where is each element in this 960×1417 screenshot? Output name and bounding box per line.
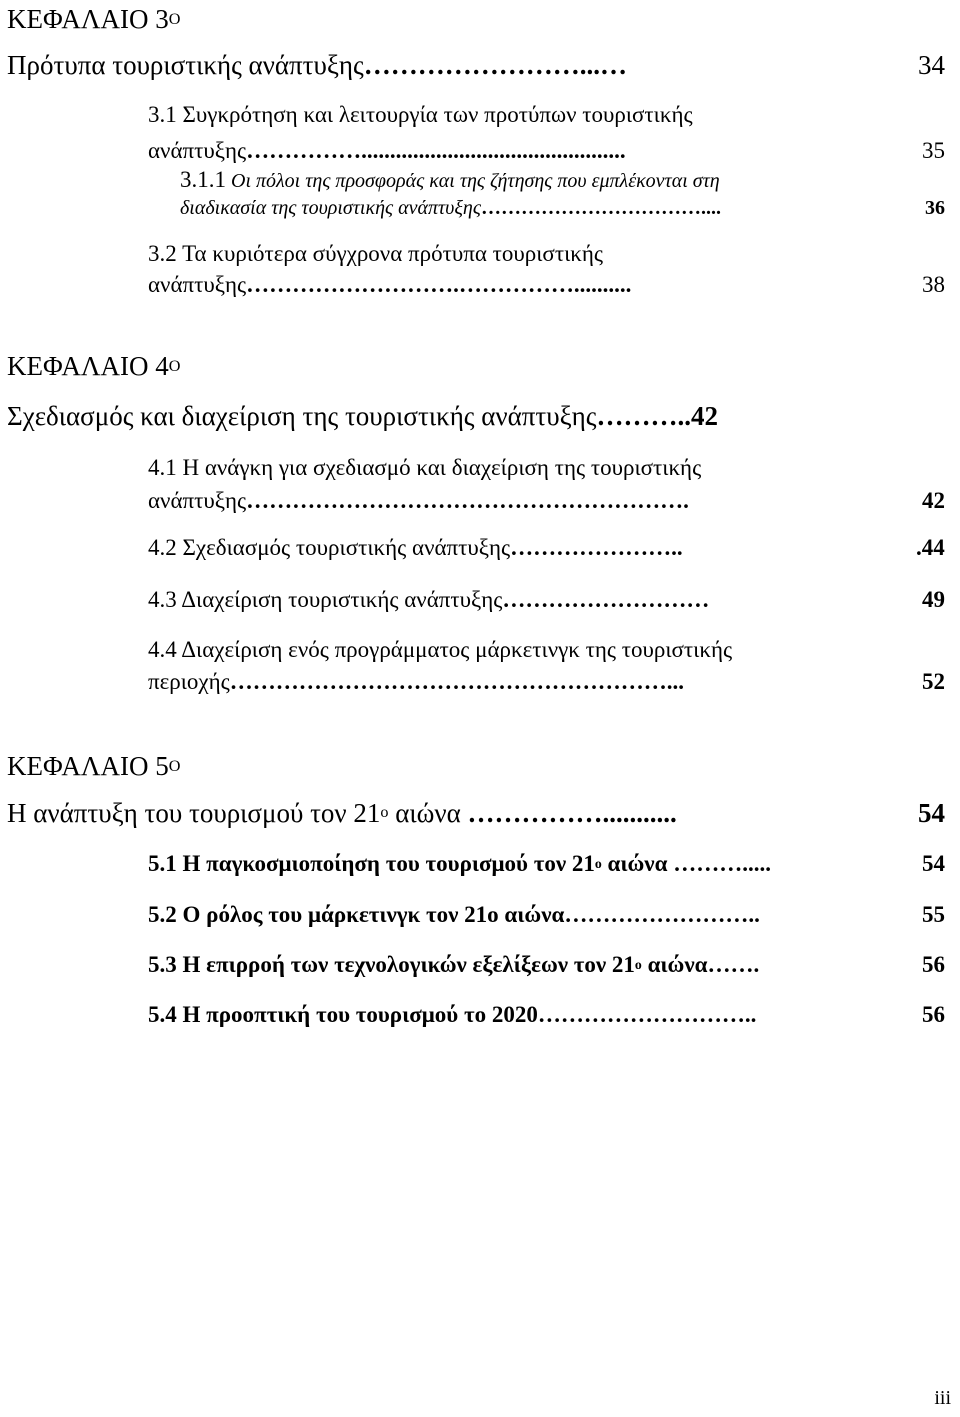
- page-number: 56: [922, 1002, 945, 1027]
- dot-leader: ……………………………....: [480, 197, 721, 219]
- entry-title: Σχεδιασμός και διαχείριση της τουριστικής ανάπτυξης: [7, 401, 597, 431]
- page-number: 34: [918, 50, 945, 80]
- page-number: 49: [922, 587, 945, 612]
- section-3-2-entry[interactable]: [148, 242, 603, 265]
- dot-leader: ……………...........: [460, 798, 677, 828]
- section-4-1-entry[interactable]: [148, 456, 701, 479]
- page-number: 52: [922, 669, 945, 694]
- entry-title: περιοχής: [148, 669, 230, 694]
- chapter-5-title-entry[interactable]: Η ανάπτυξη του τουρισμού τον $21^o$ αιώνα ……………........... 54: [7, 798, 945, 828]
- page-number: 36: [925, 197, 945, 219]
- page-number: 38: [922, 272, 945, 297]
- dot-leader: ………………………: [502, 587, 710, 612]
- section-5-3-entry[interactable]: 5.3 Η επιρροή των τεχνολογικών εξελίξεων τον $21^o$ αιώνα……. 56: [148, 952, 945, 977]
- dot-leader: ……………..............................................: [246, 138, 626, 163]
- section-5-2-entry[interactable]: [148, 902, 945, 927]
- section-5-1-entry[interactable]: 5.1 Η παγκοσμιοποίηση του τουρισμού τον $21^o$ αιώνα ………..... 54: [148, 851, 945, 876]
- section-4-4-entry-cont[interactable]: [148, 669, 945, 694]
- dot-leader: ………………………………………………….: [246, 488, 689, 513]
- page-number: 55: [922, 902, 945, 927]
- entry-title: 4.3 Διαχείριση τουριστικής ανάπτυξης: [148, 587, 503, 612]
- entry-title: Η ανάπτυξη του τουρισμού τον 21: [7, 798, 381, 828]
- chapter-3-heading: ΚΕΦΑΛΑΙΟ $3^O$: [7, 4, 181, 34]
- entry-title: 4.4 Διαχείριση ενός προγράμματος μάρκετινγκ της τουριστικής: [148, 637, 733, 662]
- dot-leader: ……….....: [667, 851, 771, 876]
- dot-leader: ……………………..: [564, 902, 760, 927]
- entry-title: 5.2 Ο ρόλος του μάρκετινγκ τον 21ο αιώνα: [148, 902, 565, 927]
- chapter-3-title-entry[interactable]: [7, 50, 945, 80]
- entry-title: 5.3 Η επιρροή των τεχνολογικών εξελίξεων τον 21: [148, 952, 635, 977]
- entry-title: 5.4 Η προοπτική του τουρισμού το 2020: [148, 1002, 538, 1027]
- entry-title: ανάπτυξης: [148, 138, 247, 163]
- dot-leader: …………………………………………………...: [229, 669, 685, 694]
- page-number: 42: [922, 488, 945, 513]
- page-number: 54: [918, 798, 945, 828]
- page-number: 35: [922, 138, 945, 163]
- section-4-2-entry[interactable]: [148, 535, 945, 560]
- entry-title: 3.1 Συγκρότηση και λειτουργία των προτύπων τουριστικής: [148, 102, 693, 127]
- section-3-2-entry-cont[interactable]: [148, 272, 945, 297]
- chapter-4-title-entry[interactable]: [7, 403, 718, 430]
- dot-leader: ………………………..: [537, 1002, 757, 1027]
- dot-leader: ……………………...…: [363, 50, 627, 80]
- dot-leader: ……….: [596, 401, 685, 431]
- section-number: 3.1.1: [180, 167, 226, 192]
- entry-title: 4.2 Σχεδιασμός τουριστικής ανάπτυξης: [148, 535, 511, 560]
- entry-title: Οι πόλοι της προσφοράς και της ζήτησης που εμπλέκονται στη: [226, 170, 720, 192]
- entry-title: ανάπτυξης: [148, 488, 247, 513]
- section-3-1-entry[interactable]: [148, 103, 693, 126]
- page-number: 54: [922, 851, 945, 876]
- entry-title: 3.2 Τα κυριότερα σύγχρονα πρότυπα τουριστικής: [148, 241, 603, 266]
- page-number: 56: [922, 952, 945, 977]
- section-3-1-entry-cont[interactable]: [148, 138, 945, 163]
- page-number: .42: [684, 401, 718, 431]
- section-3-1-1-entry[interactable]: [180, 168, 720, 191]
- entry-title: 5.1 Η παγκοσμιοποίηση του τουρισμού τον 21: [148, 851, 595, 876]
- section-4-4-entry[interactable]: [148, 638, 732, 661]
- entry-title: Πρότυπα τουριστικής ανάπτυξης: [7, 50, 364, 80]
- section-3-1-1-entry-cont[interactable]: [180, 197, 945, 219]
- section-5-4-entry[interactable]: [148, 1002, 945, 1027]
- dot-leader: …….: [707, 952, 760, 977]
- entry-title: 4.1 Η ανάγκη για σχεδιασμό και διαχείριση της τουριστικής: [148, 455, 702, 480]
- dot-leader: ……………………….……………..........: [246, 272, 632, 297]
- section-4-1-entry-cont[interactable]: [148, 488, 945, 513]
- dot-leader: …………………..: [510, 535, 683, 560]
- chapter-4-heading: ΚΕΦΑΛΑΙΟ $4^O$: [7, 351, 181, 381]
- entry-title: ανάπτυξης: [148, 272, 247, 297]
- entry-title: διαδικασία της τουριστικής ανάπτυξης: [180, 197, 481, 219]
- page-number: .44: [916, 535, 945, 560]
- chapter-5-heading: ΚΕΦΑΛΑΙΟ $5^O$: [7, 751, 181, 781]
- page-footer-number: iii: [934, 1387, 951, 1409]
- section-4-3-entry[interactable]: [148, 587, 945, 612]
